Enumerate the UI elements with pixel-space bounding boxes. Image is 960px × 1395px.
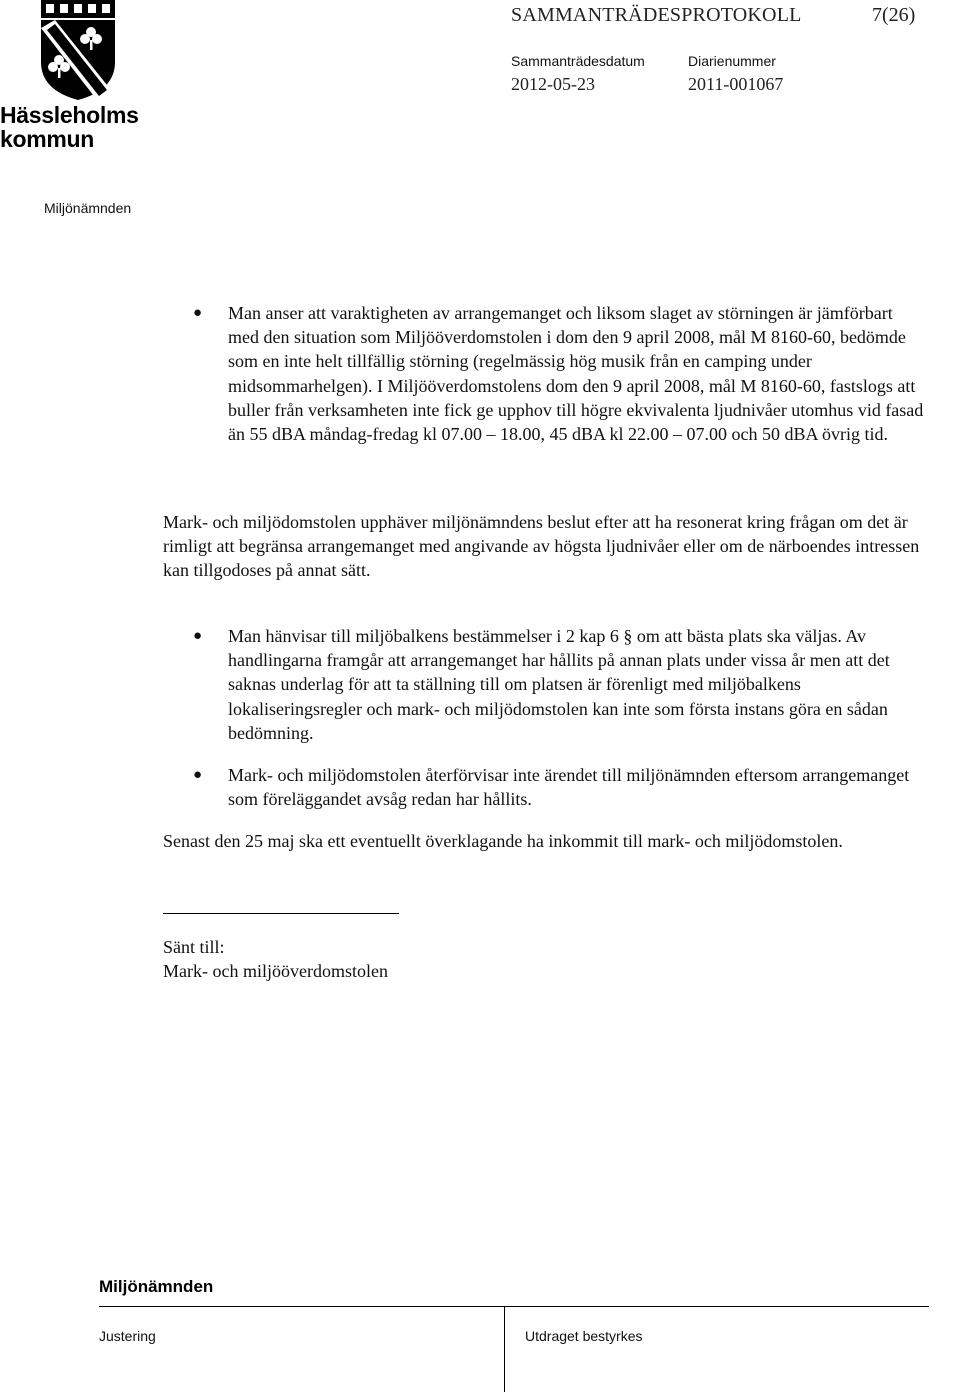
bullet-item-1-continuation: I Miljööverdomstolens dom den 9 april 2008, mål M 8160-60, fastslogs att buller från verksamheten inte fick ge upphov till högre ekvivalenta ljudnivåer utomhus vid fasad än 55 dBA måndag-fredag kl 07.00 – 18.00, 45 dBA kl 22.00 – 07.00 och 50 dBA övrig tid.: [228, 375, 924, 445]
meeting-date-label: Sammanträdesdatum: [511, 53, 645, 69]
bullet-item-1: [228, 301, 928, 446]
meeting-date-value: 2012-05-23: [511, 74, 595, 94]
registration-number-value: 2011-001067: [688, 74, 784, 94]
coat-of-arms-icon: [37, 0, 119, 100]
paragraph-1: Mark- och miljödomstolen upphäver miljönämndens beslut efter att ha resonerat kring frågan om det är rimligt att begränsa arrangemanget med angivande av högsta ljudnivåer eller om de närboendes intressen kan tillgodoses på annat sätt.: [163, 512, 920, 581]
sent-to-recipient: Mark- och miljööverdomstolen: [163, 961, 388, 982]
committee-name: Miljönämnden: [44, 200, 132, 216]
bullet-item-3: Mark- och miljödomstolen återförvisar inte ärendet till miljönämnden eftersom arrangemanget som föreläggandet avsåg redan har hållits.: [228, 765, 910, 810]
footer-justering-label: Justering: [99, 1328, 156, 1344]
registration-number-label: Diarienummer: [688, 53, 776, 69]
separator-line: [163, 913, 399, 914]
bullet-item-1-text: Man anser att varaktigheten av arrangemanget och liksom slaget av störningen är jämförbart med den situation som Miljööverdomstolen i dom den 9 april 2008, mål M 8160-60, bedömde som en inte helt tillfällig störning (regelmässig hög musik från en camping under midsommarhelgen).: [228, 303, 906, 396]
document-title: SAMMANTRÄDESPROTOKOLL: [511, 4, 802, 26]
page-number: 7(26): [872, 4, 916, 26]
footer-committee: Miljönämnden: [99, 1277, 214, 1296]
footer-divider: [99, 1306, 929, 1307]
logo-line-1: Hässleholms: [0, 102, 139, 128]
bullet-item-2: Man hänvisar till miljöbalkens bestämmelser i 2 kap 6 § om att bästa plats ska väljas. Av handlingarna framgår att arrangemanget har hållits på annan plats under vissa år men att det saknas underlag för att ta ställning till om platsen är förenligt med miljöbalkens lokaliseringsregler och mark- och miljödomstolen kan inte som första instans göra en sådan bedömning.: [228, 626, 890, 743]
bullet-icon: ●: [193, 628, 203, 644]
footer-utdraget-label: Utdraget bestyrkes: [525, 1328, 643, 1344]
sent-to-label: Sänt till:: [163, 937, 225, 957]
municipality-logo: [0, 0, 150, 160]
distribution-block: [163, 935, 663, 983]
footer-column-divider: [504, 1306, 505, 1392]
logo-line-2: kommun: [0, 126, 95, 152]
paragraph-2: Senast den 25 maj ska ett eventuellt överklagande ha inkommit till mark- och miljödomstolen.: [163, 831, 843, 851]
bullet-icon: ●: [193, 767, 203, 783]
bullet-icon: ●: [193, 305, 203, 321]
